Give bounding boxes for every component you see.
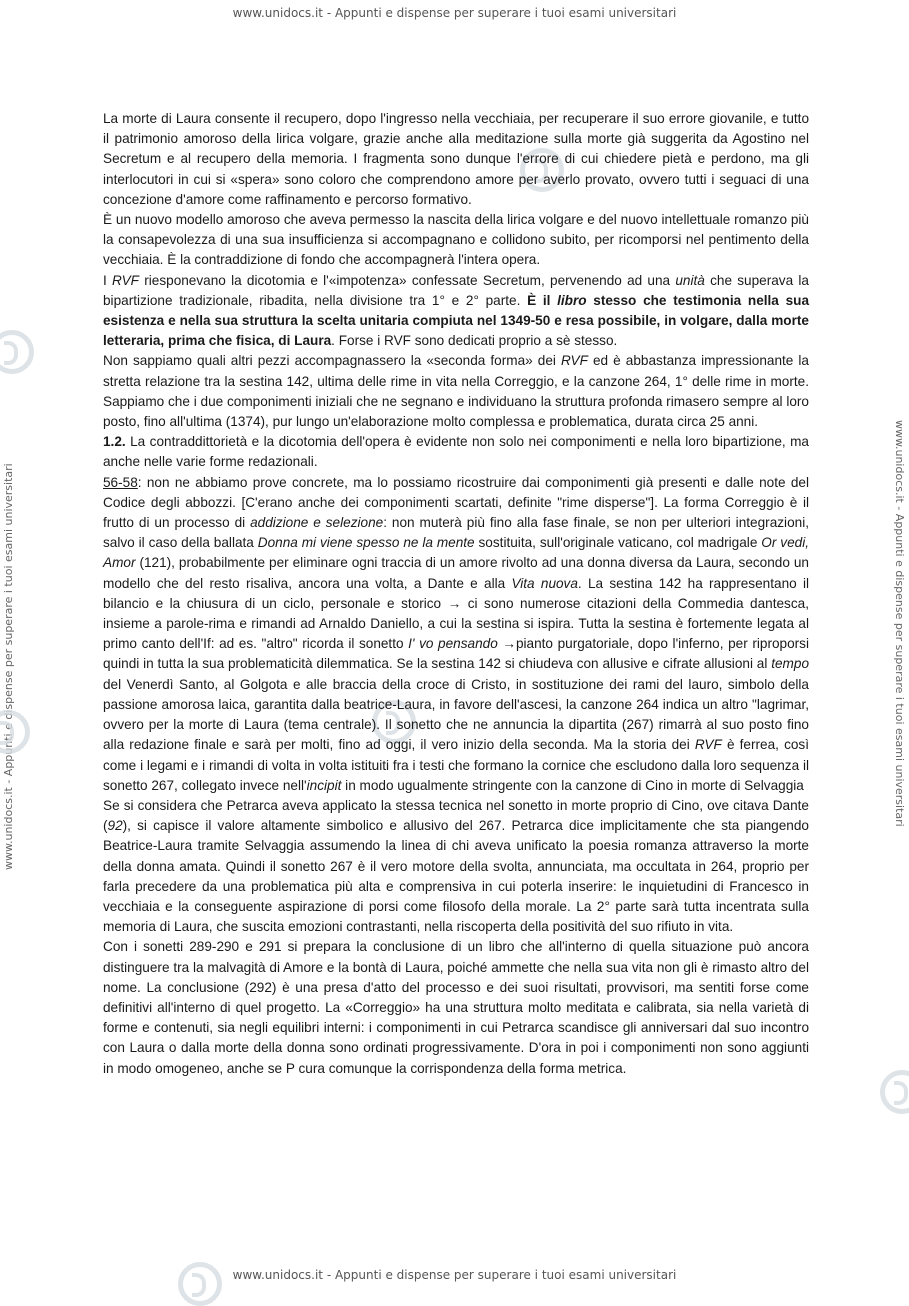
- paragraph: È un nuovo modello amoroso che aveva permesso la nascita della lirica volgare e del nuovo intellettuale romanzo più la consapevolezza di una sua insufficienza si accompagnano e collidono subito, per ricomporsi nel pentimento della vecchiaia. È la contraddizione di fondo che accompagnerà l'intera opera.: [103, 212, 809, 268]
- section-number: 1.2.: [103, 434, 126, 450]
- watermark-top: www.unidocs.it - Appunti e dispense per superare i tuoi esami universitari: [232, 6, 677, 20]
- watermark-logo-icon: [880, 1070, 909, 1114]
- watermark-bottom: www.unidocs.it - Appunti e dispense per superare i tuoi esami universitari: [232, 1268, 677, 1282]
- paragraph: Se si considera che Petrarca aveva applicato la stessa tecnica nel sonetto in morte proprio di Cino, ove citava Dante (92), si capisce il valore altamente simbolico e allusivo del 267. Petrarca dice implicitamente che sta piangendo Beatrice-Laura tramite Selvaggia assumendo la linea di chi aveva unificato la poesia romanza attraverso la morte della donna amata. Quindi il sonetto 267 è il vero motore della svolta, annunciata, ma occultata in 264, proprio per farla precedere da una problematica più alta e comprensiva in cui poterla inserire: le inquietudini di Francesco in vecchiaia e la conseguente aspirazione di porsi come filosofo della morale. La 2° parte sarà tutta incentrata sulla memoria di Laura, che suscita emozioni contrastanti, nella riscoperta della positività del suo rifiuto in vita.: [103, 797, 809, 935]
- watermark-right: www.unidocs.it - Appunti e dispense per superare i tuoi esami universitari: [893, 420, 906, 827]
- page-reference: 56-58: [103, 474, 138, 490]
- paragraph: 1.2. La contraddittorietà e la dicotomia dell'opera è evidente non solo nei componimenti e nella loro bipartizione, ma anche nelle varie forme redazionali.: [103, 434, 809, 470]
- paragraph: La morte di Laura consente il recupero, dopo l'ingresso nella vecchiaia, per recuperare il suo errore giovanile, e tutto il patrimonio amoroso della lirica volgare, grazie anche alla meditazione sulla morte già suggerita da Agostino nel Secretum e al recupero della memoria. I fragmenta sono dunque l'errore di cui chiedere pietà e perdono, ma gli interlocutori in cui si «spera» sono coloro che comprendono amore per averlo provato, ovvero tutti i seguaci di una concezione d'amore come raffinamento e percorso formativo.: [103, 111, 809, 207]
- document-body: [103, 109, 809, 1079]
- paragraph: 56-58: non ne abbiamo prove concrete, ma lo possiamo ricostruire dai componimenti già presenti e dalle note del Codice degli abbozzi. [C'erano anche dei componimenti scartati, definite "rime disperse"]. La forma Correggio è il frutto di un processo di addizione e selezione: non muterà più fino alla fase finale, se non per ulteriori integrazioni, salvo il caso della ballata Donna mi viene spesso ne la mente sostituita, sull'originale vaticano, col madrigale Or vedi, Amor (121), probabilmente per eliminare ogni traccia di un amore rivolto ad una donna diversa da Laura, secondo un modello che del resto risaliva, ancora una volta, a Dante e alla Vita nuova. La sestina 142 ha rappresentano il bilancio e la chiusura di un ciclo, personale e storico → ci sono numerose citazioni della Commedia dantesca, insieme a parole-rima e rimandi ad Arnaldo Daniello, a cui la sestina si ispira. Tutta la sestina è fortemente legata al primo canto dell'If: ad es. "altro" ricorda il sonetto I' vo pensando →pianto purgatoriale, dopo l'inferno, per riproporsi quindi in tutta la sua problematicità dilemmatica. Se la sestina 142 si chiudeva con allusive e cifrate allusioni al tempo del Venerdì Santo, al Golgota e alle braccia della croce di Cristo, in sostituzione dei rami del lauro, simbolo della passione amorosa laica, garantita dalla beatrice-Laura, in favore dell'ascesi, la canzone 264 indica un altro "lagrimar, ovvero per la morte di Laura (tema centrale). Il sonetto che ne annuncia la dipartita (267) rimarrà al suo posto fino alla redazione finale e sarà per molti, fino ad oggi, il vero inizio della seconda. Ma la storia dei RVF è ferrea, così come i legami e i rimandi di volta in volta istituiti fra i testi che formano la cornice che escludono dalla loro sequenza il sonetto 267, collegato invece nell'incipit in modo ugualmente stringente con la canzone di Cino in morte di Selvaggia: [103, 474, 810, 793]
- watermark-logo-icon: [0, 330, 34, 374]
- watermark-left: www.unidocs.it - Appunti e dispense per superare i tuoi esami universitari: [2, 463, 15, 870]
- arrow-icon: →: [447, 595, 462, 611]
- paragraph: Con i sonetti 289-290 e 291 si prepara la conclusione di un libro che all'interno di quella situazione può ancora distinguere tra la malvagità di Amore e la bontà di Laura, poiché ammette che nella sua vita non gli è rimasto altro del nome. La conclusione (292) è una presa d'atto del processo e dei suoi risultati, provvisori, ma sentiti forse come definitivi all'interno di quel progetto. La «Correggio» ha una struttura molto meditata e calibrata, sia nella varietà di forme e contenuti, sia negli equilibri interni: i componimenti in cui Petrarca scandisce gli anniversari dal suo incontro con Laura o dalla morte della donna sono ordinati progressivamente. D'ora in poi i componimenti non sono aggiunti in modo omogeneo, anche se P cura comunque la corrispondenza della forma metrica.: [103, 939, 809, 1076]
- watermark-logo-icon: [0, 710, 30, 754]
- paragraph: Non sappiamo quali altri pezzi accompagnassero la «seconda forma» dei RVF ed è abbastanza impressionante la stretta relazione tra la sestina 142, ultima delle rime in vita nella Correggio, e la canzone 264, 1° delle rime in morte. Sappiamo che i due componimenti iniziali che ne segnano e individuano la struttura profonda rimasero sempre al loro posto, fino all'ultima (1374), pur lungo un'elaborazione molto complessa e problematica, durata circa 25 anni.: [103, 353, 809, 430]
- paragraph: I RVF riesponevano la dicotomia e l'«impotenza» confessate Secretum, pervenendo ad una unità che superava la bipartizione tradizionale, ribadita, nella divisione tra 1° e 2° parte. È il libro stesso che testimonia nella sua esistenza e nella sua struttura la scelta unitaria compiuta nel 1349-50 e resa possibile, in volgare, dalla morte letteraria, prima che fisica, di Laura. Forse i RVF sono dedicati proprio a sè stesso.: [103, 272, 810, 349]
- arrow-icon: →: [497, 636, 516, 652]
